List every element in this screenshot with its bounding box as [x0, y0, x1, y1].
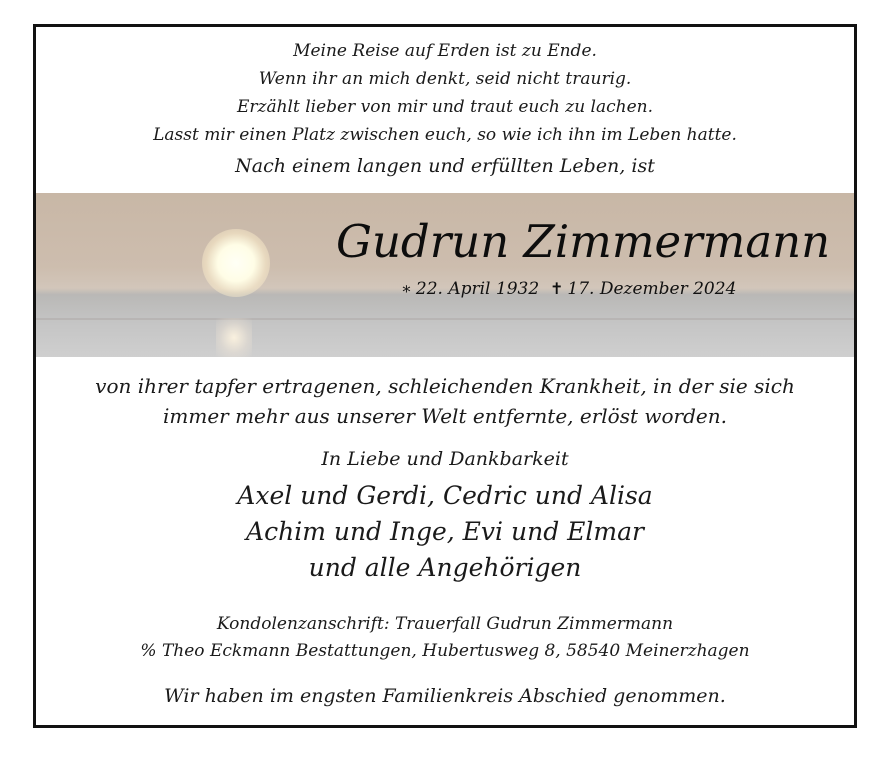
death-date: 17. Dezember 2024 [567, 279, 737, 299]
intro-text: Nach einem langen und erfüllten Leben, ist [235, 155, 655, 177]
birth-icon: ∗ [401, 279, 412, 298]
mourner-line: und alle Angehörigen [308, 553, 582, 582]
mourners [36, 478, 854, 586]
dedication: In Liebe und Dankbarkeit [321, 448, 569, 470]
poem [36, 37, 854, 149]
horizon-line [36, 318, 854, 320]
mourner-line: Achim und Inge, Evi und Elmar [246, 517, 644, 546]
body-text [36, 371, 854, 431]
poem-line: Lasst mir einen Platz zwischen euch, so wie ich ihn im Leben hatte. [153, 125, 737, 145]
poem-line: Meine Reise auf Erden ist zu Ende. [293, 41, 597, 61]
mourner-line: Axel und Gerdi, Cedric und Alisa [237, 481, 653, 510]
sunset-banner [36, 193, 854, 357]
birth-date: 22. April 1932 [415, 279, 540, 299]
poem-line: Wenn ihr an mich denkt, seid nicht traurig. [258, 69, 632, 89]
poem-line: Erzählt lieber von mir und traut euch zu lachen. [236, 97, 654, 117]
body-line: von ihrer tapfer ertragenen, schleichenden Krankheit, in der sie sich [95, 374, 795, 398]
closing-text: Wir haben im engsten Familienkreis Abschied genommen. [164, 685, 726, 707]
condolence-line: Kondolenzanschrift: Trauerfall Gudrun Zimmermann [216, 614, 674, 634]
obituary-frame [33, 24, 857, 728]
life-dates [401, 279, 736, 299]
condolence-address [36, 611, 854, 665]
deceased-name: Gudrun Zimmermann [336, 215, 831, 268]
body-line: immer mehr aus unserer Welt entfernte, erlöst worden. [163, 404, 727, 428]
condolence-line: % Theo Eckmann Bestattungen, Hubertusweg 8, 58540 Meinerzhagen [140, 641, 750, 661]
sun-reflection [216, 318, 252, 357]
sun-image [202, 229, 270, 297]
death-cross-icon: ✝ [549, 279, 564, 298]
